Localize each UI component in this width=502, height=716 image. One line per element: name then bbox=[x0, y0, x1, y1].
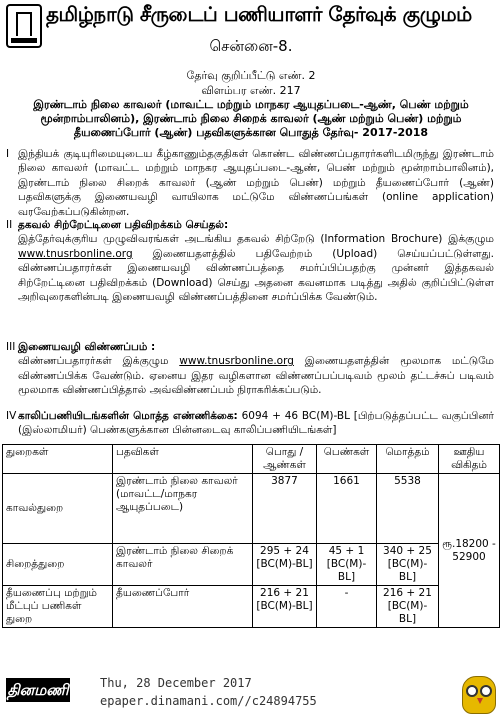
section-body: இந்தியக் குடியுரிமையுடைய கீழ்காணும்தகுதிகள் கொண்ட விண்ணப்பதாரர்களிடமிருந்து இரண்டாம் நிலை காவலர் (மாவட்ட மற்றும் மாநகர ஆயுதப்படை-ஆண், பெண் மற்றும் மூன்றாம்பாலினம்), இரண்டாம் நிலை சிறைக் காவலர் (ஆண் மற்றும் பெண்) மற்றும் தீயணைப்போர் (ஆண்) பதவிகளுக்கு இணையவழி வாயிலாக மட்டுமே விண்ணப்பங்கள் (online application) வரவேற்கப்படுகின்றன. bbox=[18, 148, 494, 218]
section-number: IV bbox=[6, 410, 17, 422]
cell-post: இரண்டாம் நிலை காவலர் (மாவட்ட/மாநகர ஆயுதப்படை) bbox=[113, 474, 253, 544]
col-header-dept: துறைகள் bbox=[3, 445, 113, 474]
section-4 bbox=[4, 409, 494, 438]
cell-dept: சிறைத்துறை bbox=[3, 544, 113, 586]
org-title: தமிழ்நாடு சீருடைப் பணியாளர் தேர்வுக் குழுமம் bbox=[46, 2, 472, 26]
dinamani-logo: தினமணி bbox=[6, 678, 70, 702]
cell-post: தீயணைப்போர் bbox=[113, 586, 253, 628]
cell-total: 340 + 25 [BC(M)-BL] bbox=[377, 544, 439, 586]
advertisement-number: விளம்பர எண். 217 bbox=[201, 84, 301, 97]
header bbox=[0, 0, 502, 70]
cell-women: 1661 bbox=[317, 474, 377, 544]
epaper-url: epaper.dinamani.com//c24894755 bbox=[100, 694, 317, 708]
notification-number: தேர்வு குறிப்பீட்டு எண். 2 bbox=[186, 69, 316, 82]
section-2 bbox=[4, 218, 494, 304]
col-header-total: மொத்தம் bbox=[377, 445, 439, 474]
city-line: சென்னை-8. bbox=[209, 37, 293, 55]
section-text: இணையதளத்தின் மூலமாக மட்டுமே விண்ணப்பிக்க வேண்டும். ஏனைய இதர வழிகளான விண்ணப்பப்படிவம் மூலம் தட்டச்சுப் படிவம் மூலமாக விண்ணப்பித்தால் அவ்விண்ணப்பம் நிராகரிக்கப்படும். bbox=[18, 355, 494, 397]
section-1 bbox=[4, 147, 494, 219]
table-row bbox=[3, 474, 500, 544]
section-body bbox=[18, 218, 494, 304]
section-heading: தகவல் சிற்றேட்டினை பதிவிறக்கம் செய்தல்: bbox=[18, 219, 229, 231]
section-heading: இணையவழி விண்ணப்பம் : bbox=[18, 341, 156, 353]
section-number: I bbox=[6, 148, 10, 160]
cell-dept: தீயணைப்பு மற்றும் மீட்புப் பணிகள் துறை bbox=[3, 586, 113, 628]
section-heading: காலிப்பணியிடங்களின் மொத்த எண்ணிக்கை: bbox=[18, 410, 238, 422]
publication-date: Thu, 28 December 2017 bbox=[100, 676, 252, 690]
cell-general: 295 + 24 [BC(M)-BL] bbox=[253, 544, 317, 586]
section-number: III bbox=[6, 341, 16, 353]
section-text: இத்தேர்வுக்குரிய முழுவிவரங்கள் அடங்கிய தகவல் சிற்றேடு (Information Brochure) இக்குழும bbox=[18, 233, 494, 246]
col-header-salary: ஊதிய விகிதம் bbox=[439, 445, 500, 474]
website-link[interactable]: www.tnusrbonline.org bbox=[179, 355, 294, 368]
owl-eye bbox=[466, 685, 478, 697]
col-header-post: பதவிகள் bbox=[113, 445, 253, 474]
cell-general: 3877 bbox=[253, 474, 317, 544]
section-text: 6094 + 46 BC(M)-BL [பிற்படுத்தப்பட்ட வகுப்பினர் (இஸ்லாமியர்) பெண்களுக்கான பின்னடைவு காலிப்பணியிடங்கள்] bbox=[18, 410, 494, 437]
website-link[interactable]: www.tnusrbonline.org bbox=[18, 247, 133, 260]
table-row bbox=[3, 586, 500, 628]
section-text: விண்ணப்பதாரர்கள் இக்குழும bbox=[18, 355, 169, 368]
cell-total: 216 + 21 [BC(M)-BL] bbox=[377, 586, 439, 628]
section-number: II bbox=[6, 219, 13, 231]
cell-salary: ரூ.18200 - 52900 bbox=[439, 474, 500, 628]
cell-general: 216 + 21 [BC(M)-BL] bbox=[253, 586, 317, 628]
col-header-general: பொது / ஆண்கள் bbox=[253, 445, 317, 474]
owl-mascot-icon bbox=[462, 676, 496, 714]
section-text: இணையதளத்தில் பதிவேற்றம் (Upload) செய்யப்பட்டுள்ளது. விண்ணப்பதாரர்கள் இணையவழி விண்ணப்பத்தை சமர்ப்பிப்பதற்கு முன்னர் இத்தகவல் சிற்றேட்டினை பதிவிறக்கம் (Download) செய்து அதனை கவனமாக படித்து அதில் குறிப்பிட்டுள்ள அறிவுரைகளின்படி இணையவழி விண்ணப்பத்தினை சமர்ப்பிக்க வேண்டும். bbox=[18, 247, 495, 304]
section-body bbox=[18, 340, 494, 398]
owl-beak bbox=[477, 698, 483, 704]
table-row bbox=[3, 544, 500, 586]
cell-post: இரண்டாம் நிலை சிறைக் காவலர் bbox=[113, 544, 253, 586]
cell-dept: காவல்துறை bbox=[3, 474, 113, 544]
owl-eye bbox=[480, 685, 492, 697]
table-header-row bbox=[3, 445, 500, 474]
vacancy-table bbox=[2, 444, 500, 628]
col-header-women: பெண்கள் bbox=[317, 445, 377, 474]
footer bbox=[0, 672, 502, 716]
subject-heading: இரண்டாம் நிலை காவலர் (மாவட்ட மற்றும் மாநகர ஆயுதப்படை-ஆண், பெண் மற்றும் மூன்றாம்பாலினம்), இரண்டாம் நிலை சிறைக் காவலர் (ஆண் மற்றும் பெண்) மற்றும் தீயணைப்போர் (ஆண்) பதவிகளுக்கான பொதுத் தேர்வு- 2017-2018 bbox=[33, 98, 469, 139]
cell-total: 5538 bbox=[377, 474, 439, 544]
section-3 bbox=[4, 340, 494, 398]
gopuram-shape bbox=[16, 12, 32, 36]
cell-women: - bbox=[317, 586, 377, 628]
section-body bbox=[18, 409, 494, 438]
cell-women: 45 + 1 [BC(M)-BL] bbox=[317, 544, 377, 586]
